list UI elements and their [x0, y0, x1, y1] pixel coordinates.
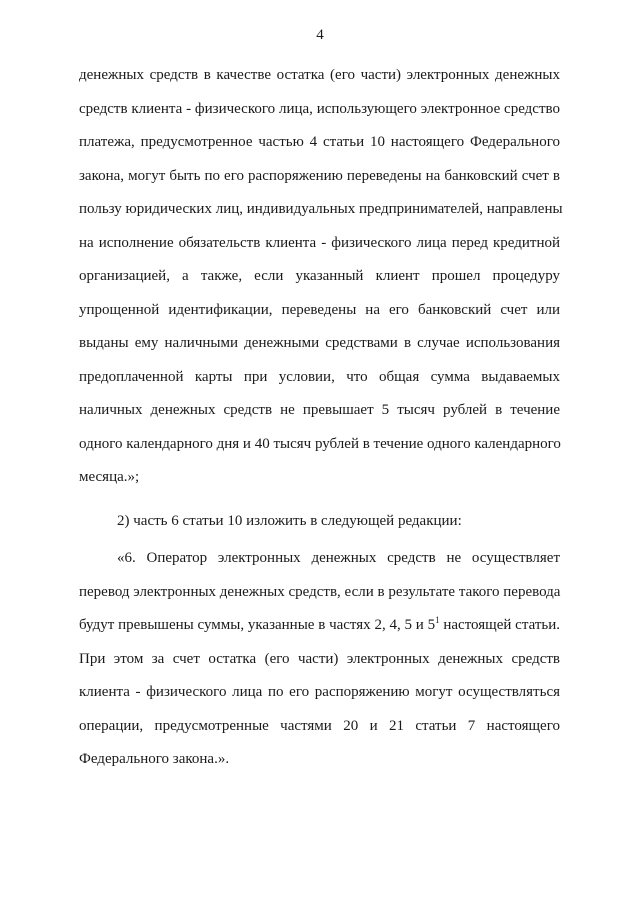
- paragraph: [79, 509, 560, 543]
- text-line: операции, предусмотренные частями 20 и 21 статьи 7 настоящего: [79, 717, 560, 734]
- text-fragment: будут превышены суммы, указанные в частях 2, 4, 5 и 5: [79, 617, 436, 633]
- text-line: организацией, а также, если указанный клиент прошел процедуру: [79, 268, 560, 284]
- text-line: клиента - физического лица по его распоряжению могут осуществляться: [79, 684, 560, 700]
- text-line: наличных денежных средств не превышает 5 тысяч рублей в течение: [79, 402, 560, 418]
- text-line: одного календарного дня и 40 тысяч рублей в течение одного календарного: [79, 435, 561, 452]
- superscript: 1: [435, 615, 440, 625]
- paragraph: [79, 546, 560, 781]
- text-line: пользу юридических лиц, индивидуальных предпринимателей, направлены: [79, 201, 563, 217]
- text-line: «6. Оператор электронных денежных средств не осуществляет: [117, 550, 560, 566]
- text-line: платежа, предусмотренное частью 4 статьи 10 настоящего Федерального: [79, 134, 560, 150]
- text-line: выданы ему наличными денежными средствами в случае использования: [79, 335, 560, 351]
- text-line: средств клиента - физического лица, использующего электронное средство: [79, 100, 560, 117]
- text-line: Федерального закона.».: [79, 751, 230, 767]
- text-fragment: настоящей статьи.: [439, 617, 561, 633]
- text-line: денежных средств в качестве остатка (его части) электронных денежных: [79, 67, 560, 83]
- text-line: предоплаченной карты при условии, что общая сумма выдаваемых: [79, 368, 560, 385]
- paragraph: [79, 63, 563, 499]
- text-line: на исполнение обязательств клиента - физического лица перед кредитной: [79, 234, 560, 251]
- text-line: 2) часть 6 статьи 10 изложить в следующей редакции:: [117, 512, 462, 529]
- text-line: закона, могут быть по его распоряжению переведены на банковский счет в: [79, 167, 560, 184]
- text-line: перевод электронных денежных средств, если в результате такого перевода: [79, 583, 561, 600]
- text-line: При этом за счет остатка (его части) электронных денежных средств: [79, 650, 560, 667]
- document-body: [79, 63, 563, 781]
- text-line: месяца.»;: [79, 469, 140, 485]
- page-number: 4: [316, 27, 324, 43]
- text-line: упрощенной идентификации, переведены на его банковский счет или: [79, 301, 560, 318]
- text-line-with-superscript: [79, 613, 560, 647]
